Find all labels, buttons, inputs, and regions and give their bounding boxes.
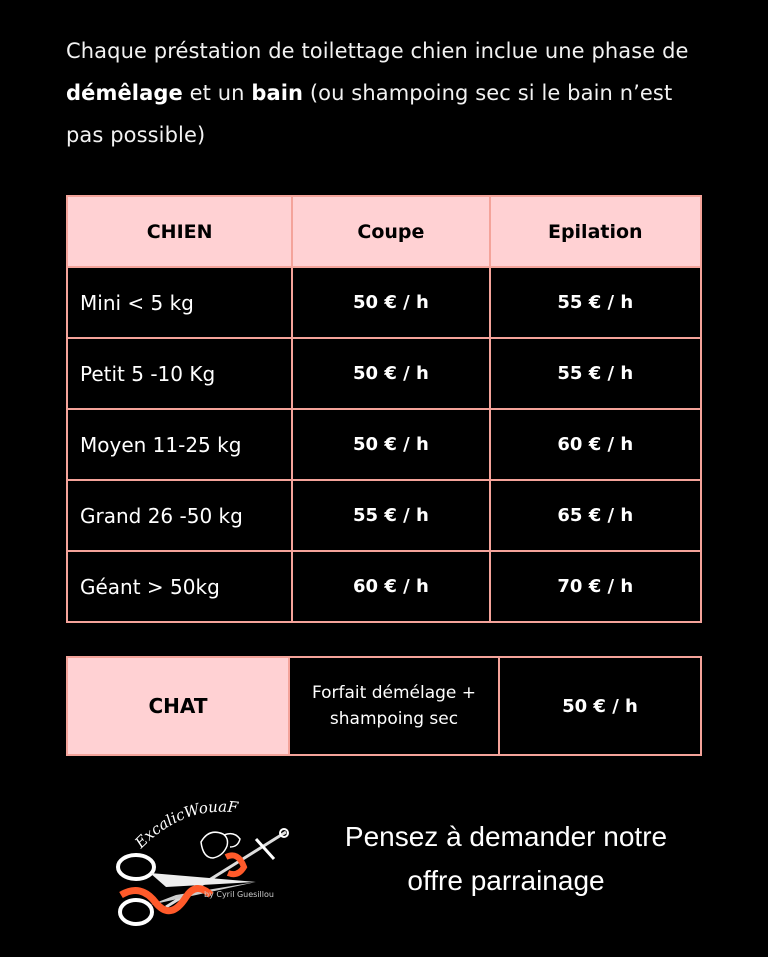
intro-text-3: (ou shampoing sec si le bain n’est pas possible)	[66, 81, 673, 147]
dog-size-label: Moyen 11-25 kg	[67, 409, 292, 480]
intro-bold-demelage: démêlage	[66, 81, 183, 105]
coupe-price: 55 € / h	[292, 480, 489, 551]
table-row	[67, 409, 701, 480]
coupe-price: 50 € / h	[292, 338, 489, 409]
intro-bold-bain: bain	[251, 81, 304, 105]
cat-desc-line-1: Forfait démélage +	[311, 683, 477, 703]
epilation-price: 55 € / h	[490, 338, 701, 409]
dog-table-header-row	[67, 196, 701, 267]
epilation-price: 70 € / h	[490, 551, 701, 622]
intro-text-2: et un	[182, 81, 252, 105]
dog-size-label: Mini < 5 kg	[67, 267, 292, 338]
table-row	[67, 657, 701, 755]
promo-line-1: Pensez à demander notre	[344, 821, 668, 852]
epilation-price: 65 € / h	[490, 480, 701, 551]
intro-paragraph	[66, 30, 716, 156]
cat-forfait-description	[289, 657, 499, 755]
promo-line-2: offre parrainage	[407, 865, 605, 896]
footer-banner	[66, 775, 702, 945]
svg-text:ExcalicWouaF: ExcalicWouaF	[131, 797, 239, 852]
dog-size-label: Géant > 50kg	[67, 551, 292, 622]
header-coupe: Coupe	[292, 196, 489, 267]
dog-size-label: Grand 26 -50 kg	[67, 480, 292, 551]
header-epilation: Epilation	[490, 196, 701, 267]
referral-promo-text	[311, 815, 701, 903]
table-row	[67, 267, 701, 338]
coupe-price: 50 € / h	[292, 267, 489, 338]
table-row	[67, 480, 701, 551]
svg-text:by Cyril Guesillou: by Cyril Guesillou	[204, 890, 274, 899]
dog-size-label: Petit 5 -10 Kg	[67, 338, 292, 409]
epilation-price: 55 € / h	[490, 267, 701, 338]
coupe-price: 50 € / h	[292, 409, 489, 480]
intro-text-1: Chaque préstation de toilettage chien inclue une phase de	[66, 39, 689, 63]
epilation-price: 60 € / h	[490, 409, 701, 480]
table-row	[67, 338, 701, 409]
coupe-price: 60 € / h	[292, 551, 489, 622]
table-row	[67, 551, 701, 622]
excalicwouaf-logo	[106, 787, 296, 937]
logo-scissors-sword-icon	[106, 787, 296, 937]
cat-desc-line-2: shampoing sec	[329, 709, 459, 729]
cat-price-table	[66, 656, 702, 756]
cat-price: 50 € / h	[499, 657, 701, 755]
cat-label: CHAT	[67, 657, 289, 755]
header-chien: CHIEN	[67, 196, 292, 267]
dog-price-table	[66, 195, 702, 623]
